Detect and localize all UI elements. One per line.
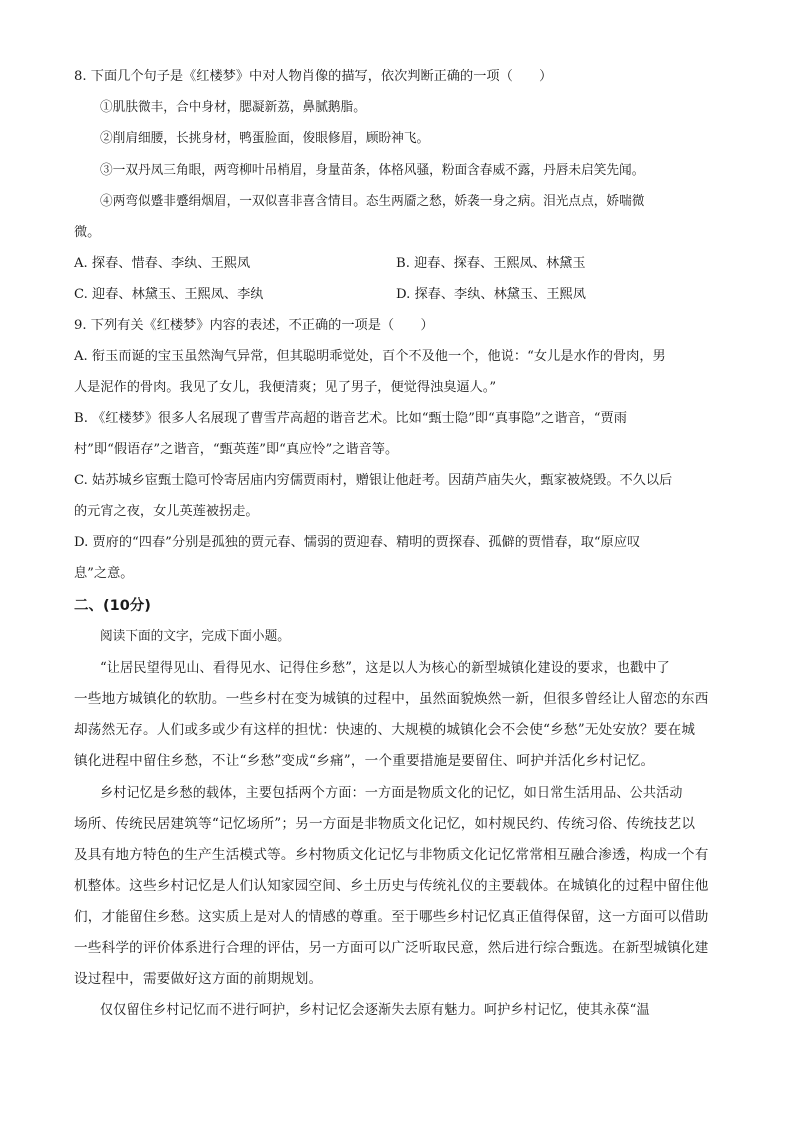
passage-p2-line-5: 们，才能留住乡愁。这实质上是对人的情感的尊重。至于哪些乡村记忆真正值得保留，这一方面可以借助 xyxy=(74,909,709,925)
q8-sentence-2: ②削肩细腰，长挑身材，鸭蛋脸面，俊眼修眉，顾盼神飞。 xyxy=(100,131,430,146)
section-2-instruction: 阅读下面的文字，完成下面小题。 xyxy=(100,629,290,644)
q8-stem: 8. 下面几个句子是《红楼梦》中对人物肖像的描写，依次判断正确的一项（ ） xyxy=(74,69,553,84)
passage-p1-line-3: 却荡然无存。人们或多或少有这样的担忧：快速的、大规模的城镇化会不会使“乡愁”无处安放？要在城 xyxy=(74,722,696,738)
q8-sentence-3: ③一双丹凤三角眼，两弯柳叶吊梢眉，身量苗条，体格风骚，粉面含春威不露，丹唇未启笑先闻。 xyxy=(100,163,645,178)
q9-option-a-line-2: 人是泥作的骨肉。我见了女儿，我便清爽；见了男子，便觉得浊臭逼人。” xyxy=(74,380,497,395)
q8-option-b: B. 迎春、探春、王熙凤、林黛玉 xyxy=(396,256,586,271)
q9-option-c-line-2: 的元宵之夜，女儿英莲被拐走。 xyxy=(74,504,259,519)
passage-p2-line-6: 一些科学的评价体系进行合理的评估，另一方面可以广泛听取民意，然后进行综合甄选。在新型城镇化建 xyxy=(74,940,709,956)
q8-sentence-4-line-1: ④两弯似蹙非蹙绢烟眉，一双似喜非喜含情目。态生两靥之愁，娇袭一身之病。泪光点点，娇喘微 xyxy=(100,194,645,209)
passage-p2-line-4: 机整体。这些乡村记忆是人们认知家园空间、乡土历史与传统礼仪的主要载体。在城镇化的过程中留住他 xyxy=(74,878,709,894)
passage-p2-line-3: 及具有地方特色的生产生活模式等。乡村物质文化记忆与非物质文化记忆常常相互融合渗透，构成一个有 xyxy=(74,847,709,863)
section-2-heading: 二、(10分) xyxy=(74,598,151,614)
passage-p1-line-2: 一些地方城镇化的软肋。一些乡村在变为城镇的过程中，虽然面貌焕然一新，但很多曾经让人留恋的东西 xyxy=(74,691,709,707)
q8-option-c: C. 迎春、林黛玉、王熙凤、李纨 xyxy=(74,287,264,302)
passage-p2-line-7: 设过程中，需要做好这方面的前期规划。 xyxy=(74,971,323,987)
q9-option-b-line-2: 村”即“假语存”之谐音，“甄英莲”即“真应怜”之谐音等。 xyxy=(74,442,399,457)
q9-option-a-line-1: A. 衔玉而诞的宝玉虽然淘气异常，但其聪明乖觉处，百个不及他一个，他说：“女儿是水作的骨肉，男 xyxy=(74,349,666,364)
q9-stem: 9. 下列有关《红楼梦》内容的表述，不正确的一项是（ ） xyxy=(74,318,434,333)
q9-option-d-line-1: D. 贾府的“四春”分别是孤独的贾元春、懦弱的贾迎春、精明的贾探春、孤僻的贾惜春，取“原应叹 xyxy=(74,535,641,550)
q8-sentence-4-line-2: 微。 xyxy=(74,225,101,240)
q8-option-a: A. 探春、惜春、李纨、王熙凤 xyxy=(74,256,251,271)
q9-option-d-line-2: 息”之意。 xyxy=(74,566,134,581)
q8-option-d: D. 探春、李纨、林黛玉、王熙凤 xyxy=(396,287,586,302)
q8-sentence-1: ①肌肤微丰，合中身材，腮凝新荔，鼻腻鹅脂。 xyxy=(100,100,366,115)
q9-option-b-line-1: B. 《红楼梦》很多人名展现了曹雪芹高超的谐音艺术。比如“甄士隐”即“真事隐”之谐音，“贾雨 xyxy=(74,411,627,426)
q9-option-c-line-1: C. 姑苏城乡宦甄士隐可怜寄居庙内穷儒贾雨村，赠银让他赶考。因葫芦庙失火，甄家被烧毁。不久以后 xyxy=(74,473,673,488)
passage-p2-line-1: 乡村记忆是乡愁的载体，主要包括两个方面：一方面是物质文化的记忆，如日常生活用品、公共活动 xyxy=(100,785,683,801)
passage-p1-line-1: “让居民望得见山、看得见水、记得住乡愁”，这是以人为核心的新型城镇化建设的要求，也戳中了 xyxy=(100,660,670,676)
passage-p3-line-1: 仅仅留住乡村记忆而不进行呵护，乡村记忆会逐渐失去原有魅力。呵护乡村记忆，使其永葆“温 xyxy=(100,1002,650,1018)
passage-p2-line-2: 场所、传统民居建筑等“记忆场所”；另一方面是非物质文化记忆，如村规民约、传统习俗、传统技艺以 xyxy=(74,816,696,832)
passage-p1-line-4: 镇化进程中留住乡愁，不让“乡愁”变成“乡痛”，一个重要措施是要留住、呵护并活化乡村记忆。 xyxy=(74,753,655,769)
